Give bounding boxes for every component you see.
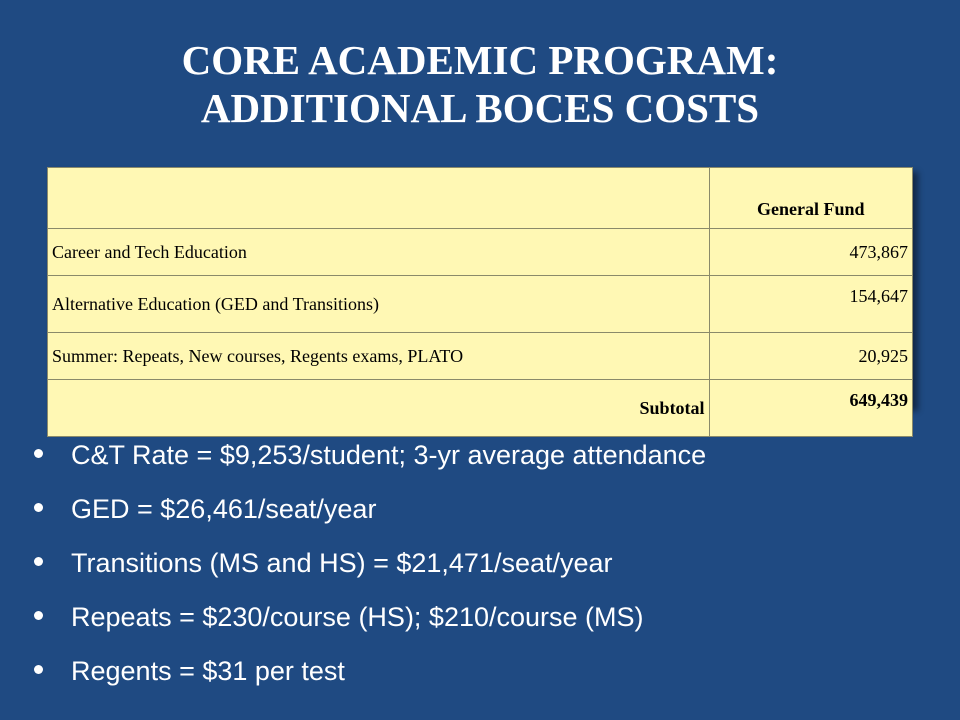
bullet-item — [34, 536, 934, 590]
bullet-dot-icon — [34, 449, 43, 458]
bullet-list — [34, 428, 934, 698]
bullet-text: GED = $26,461/seat/year — [71, 494, 377, 524]
bullet-item — [34, 482, 934, 536]
bullet-text: Transitions (MS and HS) = $21,471/seat/year — [71, 548, 613, 578]
bullet-dot-icon — [34, 611, 43, 620]
row-label: Career and Tech Education — [48, 229, 710, 276]
bullet-text: Repeats = $230/course (HS); $210/course (MS) — [71, 602, 644, 632]
row-label: Alternative Education (GED and Transitions) — [48, 276, 710, 333]
table-row — [48, 229, 913, 276]
subtotal-value: 649,439 — [709, 380, 912, 437]
table-row — [48, 276, 913, 333]
bullet-dot-icon — [34, 557, 43, 566]
cost-table — [47, 167, 913, 437]
column-header-general-fund: General Fund — [709, 168, 912, 229]
bullet-item — [34, 590, 934, 644]
title-line-2: ADDITIONAL BOCES COSTS — [200, 85, 760, 131]
row-value: 473,867 — [709, 229, 912, 276]
title-line-1: CORE ACADEMIC PROGRAM: — [181, 37, 779, 83]
bullet-text: C&T Rate = $9,253/student; 3-yr average attendance — [71, 440, 707, 470]
bullet-item — [34, 428, 934, 482]
bullet-dot-icon — [34, 665, 43, 674]
slide-title — [0, 36, 960, 132]
row-value: 20,925 — [709, 333, 912, 380]
table-header-row — [48, 168, 913, 229]
table-row — [48, 333, 913, 380]
bullet-text: Regents = $31 per test — [71, 656, 345, 686]
row-label: Summer: Repeats, New courses, Regents exams, PLATO — [48, 333, 710, 380]
cost-table-container — [47, 167, 913, 418]
header-empty-cell — [48, 168, 710, 229]
row-value: 154,647 — [709, 276, 912, 333]
bullet-dot-icon — [34, 503, 43, 512]
bullet-item — [34, 644, 934, 698]
subtotal-label: Subtotal — [48, 380, 710, 437]
